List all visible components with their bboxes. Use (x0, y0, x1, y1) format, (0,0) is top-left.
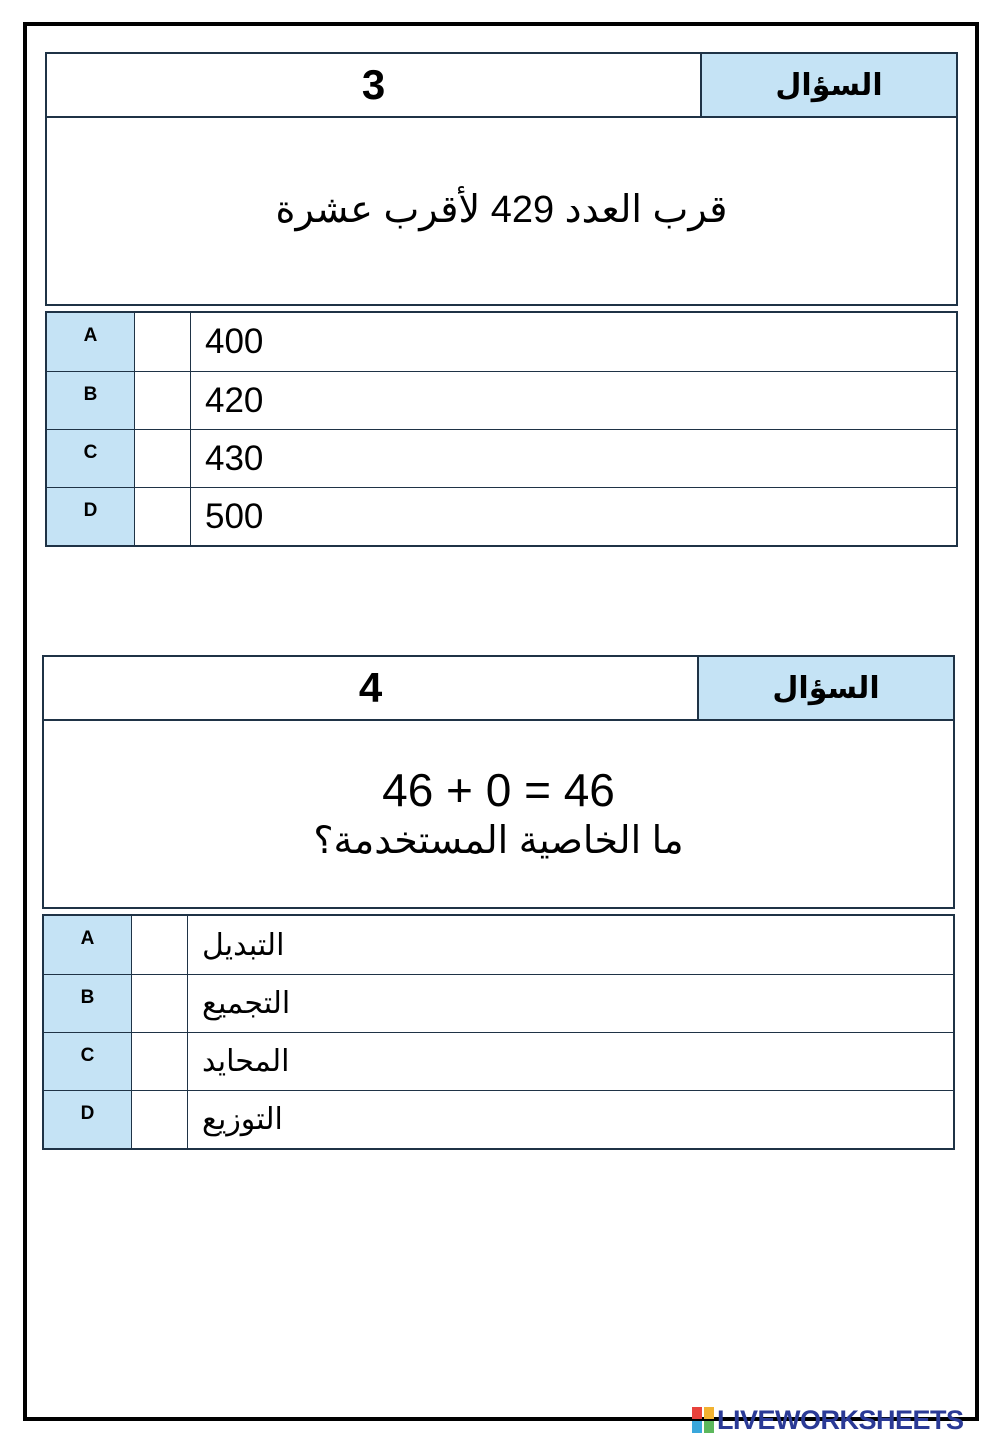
option-row-c[interactable] (47, 429, 956, 487)
option-answer-box[interactable] (135, 313, 191, 371)
option-value: التجميع (202, 987, 291, 1020)
liveworksheets-watermark (692, 1402, 964, 1438)
option-row-c[interactable] (44, 1032, 953, 1090)
option-answer-box[interactable] (132, 916, 188, 974)
option-value: 400 (205, 322, 264, 361)
question-3 (45, 52, 958, 544)
options-table (45, 311, 958, 547)
option-value: 430 (205, 438, 264, 478)
logo-tile (692, 1421, 702, 1433)
option-value: 420 (205, 380, 264, 420)
option-answer-box[interactable] (132, 1033, 188, 1090)
question-label: السؤال (702, 54, 956, 116)
option-value: التبديل (202, 928, 285, 962)
options-table (42, 914, 955, 1150)
liveworksheets-logo-icon (692, 1407, 714, 1433)
option-value: التوزيع (202, 1103, 283, 1136)
option-letter: B (44, 975, 132, 1032)
option-letter: A (44, 916, 132, 974)
option-row-a[interactable] (44, 916, 953, 974)
option-row-d[interactable] (44, 1090, 953, 1148)
option-letter: D (44, 1091, 132, 1148)
question-4 (42, 655, 955, 1147)
option-answer-box[interactable] (135, 488, 191, 545)
logo-tile (704, 1421, 714, 1433)
option-value: المحايد (202, 1045, 290, 1078)
question-body (45, 116, 958, 306)
question-equation: 46 + 0 = 46 (382, 763, 615, 816)
option-letter: C (44, 1033, 132, 1090)
option-value: 500 (205, 496, 264, 536)
question-header (45, 52, 958, 118)
question-text: ما الخاصية المستخدمة؟ (313, 819, 684, 862)
option-row-d[interactable] (47, 487, 956, 545)
question-number: 4 (44, 657, 699, 719)
option-row-b[interactable] (47, 371, 956, 429)
option-letter: B (47, 372, 135, 429)
question-text: قرب العدد 429 لأقرب عشرة (275, 189, 728, 232)
question-header (42, 655, 955, 721)
option-letter: C (47, 430, 135, 487)
question-label: السؤال (699, 657, 953, 719)
watermark-text: LIVEWORKSHEETS (717, 1404, 964, 1435)
option-answer-box[interactable] (132, 1091, 188, 1148)
question-body (42, 719, 955, 909)
logo-tile (692, 1407, 702, 1419)
logo-tile (704, 1407, 714, 1419)
option-answer-box[interactable] (132, 975, 188, 1032)
option-answer-box[interactable] (135, 372, 191, 429)
option-letter: D (47, 488, 135, 545)
option-answer-box[interactable] (135, 430, 191, 487)
option-row-b[interactable] (44, 974, 953, 1032)
option-letter: A (47, 313, 135, 371)
question-number: 3 (47, 54, 702, 116)
option-row-a[interactable] (47, 313, 956, 371)
